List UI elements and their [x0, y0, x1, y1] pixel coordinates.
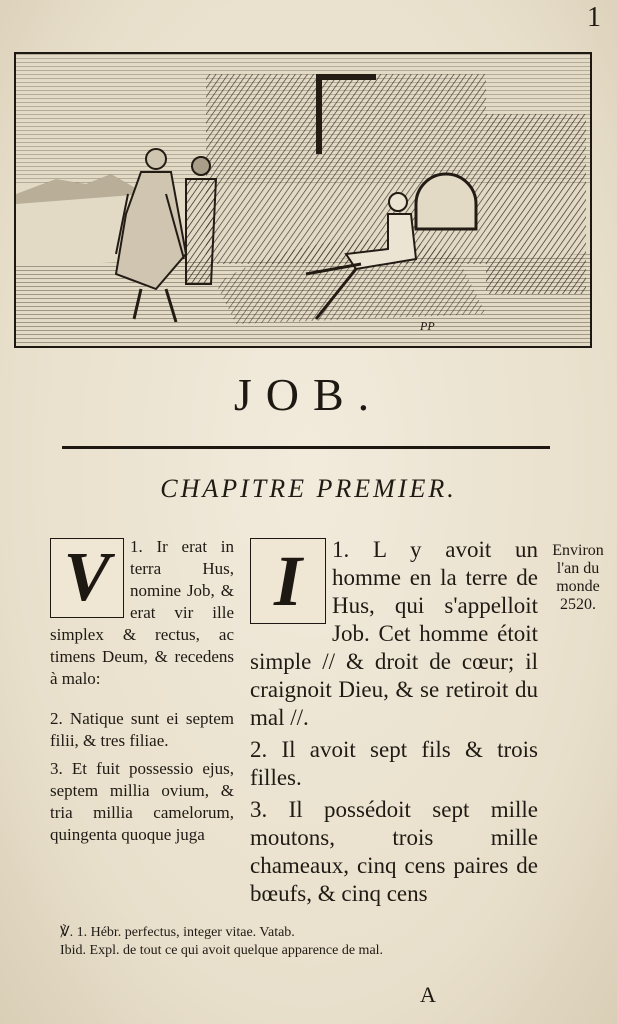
margin-note: Environ l'an du monde 2520.	[552, 542, 604, 613]
latin-verse-3: 3. Et fuit possessio ejus, septem millia ovium, & tria millia camelorum, quingenta quoque juga	[50, 759, 234, 844]
footnote-1: ℣. 1. Hébr. perfectus, integer vitae. Vatab.	[60, 925, 295, 940]
engraving-scene	[16, 54, 590, 346]
french-verse-1-text: L y avoit un homme en la terre de Hus, qui s'appelloit Job. Cet homme étoit simple // & droit de cœur; il craignoit Dieu, & se retiroit du mal //.	[250, 537, 538, 730]
decorated-initial-v: V	[50, 538, 124, 618]
latin-verse-2: 2. Natique sunt ei septem filii, & tres filiae.	[50, 709, 234, 750]
french-column	[250, 536, 538, 908]
engraving-illustration	[14, 52, 592, 348]
latin-column	[50, 536, 234, 846]
french-verse-2: 2. Il avoit sept fils & trois filles.	[250, 737, 538, 790]
footnote-2: Ibid. Expl. de tout ce qui avoit quelque apparence de mal.	[60, 943, 384, 958]
title-rule	[62, 446, 550, 449]
engraver-monogram: PP	[420, 319, 435, 333]
latin-verse-1	[50, 536, 234, 690]
french-verse-1-number: 1.	[332, 537, 350, 562]
decorated-initial-i: I	[250, 538, 326, 624]
latin-verse-1-number: 1.	[130, 537, 143, 556]
ruins	[206, 74, 486, 264]
page-number: 1	[587, 2, 601, 33]
latin-verse-1-text: Ir erat in terra Hus, nomine Job, & erat vir ille simplex & rectus, ac timens Deum, & recedens à malo:	[50, 537, 234, 688]
book-title: JOB.	[233, 369, 384, 420]
french-verse-1	[250, 536, 538, 732]
french-verse-3: 3. Il possédoit sept mille moutons, trois mille chameaux, cinq cens paires de bœufs, & cinq cens	[250, 797, 538, 906]
chapter-heading: CHAPITRE PREMIER.	[160, 474, 457, 503]
footnotes	[60, 924, 580, 960]
signature-mark: A	[420, 982, 436, 1007]
